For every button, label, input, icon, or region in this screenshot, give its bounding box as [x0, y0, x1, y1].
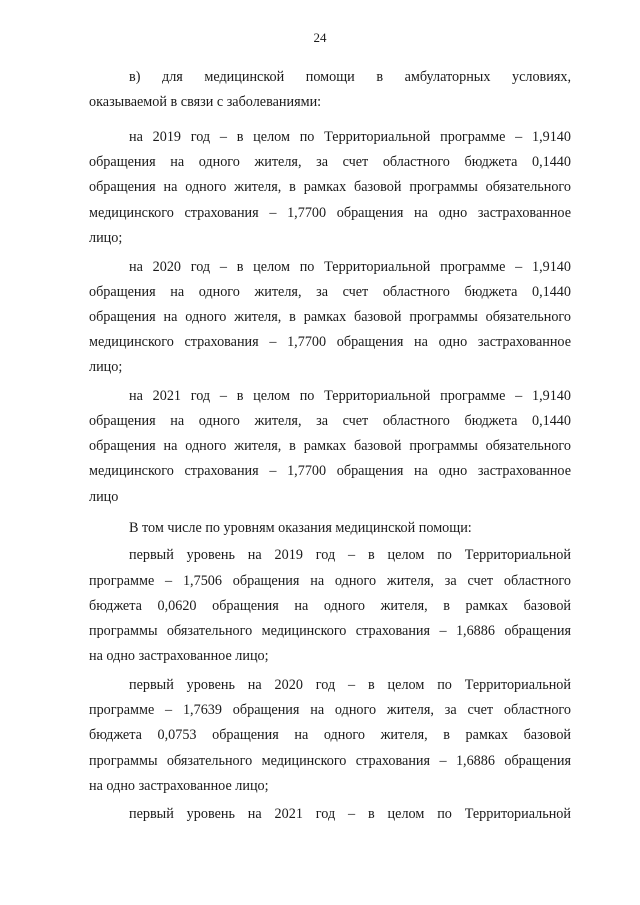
text-line: в) для медицинской помощи в амбулаторных условиях, — [129, 69, 571, 85]
text-line: на 2019 год – в целом по Территориальной программе – 1,9140 — [129, 129, 571, 145]
text-line: В том числе по уровням оказания медицинской помощи: — [129, 520, 472, 536]
text-line: медицинского страхования – 1,7700 обращения на одно застрахованное — [89, 205, 571, 221]
page-number: 24 — [313, 30, 327, 45]
text-line: на одно застрахованное лицо; — [89, 648, 269, 664]
text-line: обращения на одного жителя, за счет областного бюджета 0,1440 — [89, 413, 571, 429]
text-line: на 2020 год – в целом по Территориальной программе – 1,9140 — [129, 259, 571, 275]
text-line: первый уровень на 2020 год – в целом по Территориальной — [129, 677, 571, 693]
text-line: первый уровень на 2019 год – в целом по Территориальной — [129, 547, 571, 563]
text-line: на одно застрахованное лицо; — [89, 778, 269, 794]
text-line: программы обязательного медицинского страхования – 1,6886 обращения — [89, 623, 571, 639]
text-line: обращения на одного жителя, в рамках базовой программы обязательного — [89, 179, 571, 195]
text-line: бюджета 0,0620 обращения на одного жителя, в рамках базовой — [89, 598, 571, 614]
text-line: программе – 1,7506 обращения на одного жителя, за счет областного — [89, 573, 571, 589]
text-line: программе – 1,7639 обращения на одного жителя, за счет областного — [89, 702, 571, 718]
text-line: обращения на одного жителя, за счет областного бюджета 0,1440 — [89, 154, 571, 170]
text-line: медицинского страхования – 1,7700 обращения на одно застрахованное — [89, 463, 571, 479]
text-line: медицинского страхования – 1,7700 обращения на одно застрахованное — [89, 334, 571, 350]
text-line: обращения на одного жителя, в рамках базовой программы обязательного — [89, 438, 571, 454]
text-line: первый уровень на 2021 год – в целом по Территориальной — [129, 806, 571, 822]
text-line: оказываемой в связи с заболеваниями: — [89, 94, 322, 110]
text-line: обращения на одного жителя, в рамках базовой программы обязательного — [89, 309, 571, 325]
text-line: на 2021 год – в целом по Территориальной программе – 1,9140 — [129, 388, 571, 404]
text-line: бюджета 0,0753 обращения на одного жителя, в рамках базовой — [89, 727, 571, 743]
text-line: обращения на одного жителя, за счет областного бюджета 0,1440 — [89, 284, 571, 300]
text-line: программы обязательного медицинского страхования – 1,6886 обращения — [89, 753, 571, 769]
text-line: лицо; — [89, 359, 123, 375]
text-line: лицо — [89, 489, 119, 505]
text-line: лицо; — [89, 230, 123, 246]
